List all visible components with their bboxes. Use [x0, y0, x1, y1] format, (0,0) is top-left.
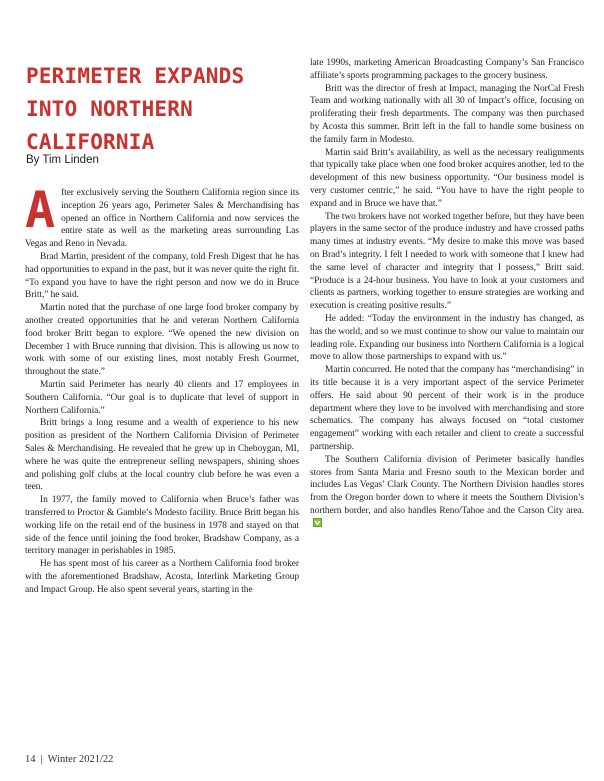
- article-column-right: [310, 57, 584, 530]
- article-column-left: [25, 181, 299, 597]
- article-paragraph: Martin concurred. He noted that the company has “merchandising” in its title because it is a very important aspect of the service Perimeter offers. He said about 90 percent of their work is in the produce department where they love to be involved with merchandising and store schematics. The company has always focused on “total customer engagement” working with each retailer and client to create a successful partnership.: [310, 365, 584, 452]
- byline: By Tim Linden: [26, 154, 99, 166]
- lead-paragraph-text: fter exclusively serving the Southern California region since its inception 26 years ago, Perimeter Sales & Merchandising has opened an office in Northern California and now services the entire state as well as the marketing areas surrounding Las Vegas and Reno in Nevada.: [25, 188, 299, 250]
- article-paragraph: The two brokers have not worked together before, but they have been players in the same sector of the produce industry and have crossed paths many times at industry events. “My desire to make this move was based on Brad’s integrity. I felt I needed to work with someone that I knew had the same level of character and integrity that I possess,” Britt said. “Produce is a 24-hour business. You have to look at your customers and clients as partners, working together to ensure strategies are working and execution is creating positive results.”: [310, 211, 584, 312]
- final-paragraph-text: The Southern California division of Perimeter basically handles stores from Santa Maria and Fresno south to the Mexican border and includes Las Vegas’ Clark County. The Northern Division handles stores from the Oregon border down to where it meets the Southern Division’s northern border, and also handles Reno/Tahoe and the Carson City area.: [310, 454, 584, 516]
- page-footer: [25, 754, 113, 765]
- article-paragraph: Martin noted that the purchase of one large food broker company by another created opportunities that he and veteran Northern California food broker Britt began to explore. “We opened the new division on December 1 with Bruce running that division. This is allowing us now to work with some of our existing lines, most notably Fresh Gourmet, throughout the state.”: [25, 303, 299, 378]
- end-of-article-icon: [313, 518, 322, 527]
- article-paragraph: He added: “Today the environment in the industry has changed, as has the world, and so we must continue to show our value to maintain our leading role. Expanding our business into Northern California is a logical move to allow those partnerships to expand with us.”: [310, 313, 584, 363]
- article-paragraph-final: [310, 454, 584, 531]
- article-paragraph-lead: [25, 181, 299, 251]
- footer-separator: |: [40, 754, 43, 765]
- issue-date: Winter 2021/22: [47, 754, 114, 765]
- article-paragraph-continued: late 1990s, marketing American Broadcasting Company’s San Francisco affiliate’s sports programming packages to the grocery business.: [310, 58, 584, 81]
- article-paragraph: Britt was the director of fresh at Impact, managing the NorCal Fresh Team and working nationally with all 30 of Impact’s office, focusing on proliferating their fresh departments. The company was then purchased by Acosta this summer. Britt left in the fall to handle some business on the family farm in Modesto.: [310, 83, 584, 145]
- article-paragraph: Britt brings a long resume and a wealth of experience to his new position as president of the Northern California Division of Perimeter Sales & Merchandising. He revealed that he grew up in Cheboygan, MI, where he was quite the entrepreneur selling newspapers, shining shoes and polishing golf clubs at the local country club before he was even a teen.: [25, 418, 299, 493]
- drop-cap: A: [25, 181, 56, 239]
- article-paragraph: Martin said Britt’s availability, as well as the necessary realignments that typically take place when one food broker acquires another, led to the development of this new business opportunity. “Our business model is very customer centric,” he said. “You have to have the right people to expand and in Bruce we have that.”: [310, 147, 584, 209]
- article-paragraph: He has spent most of his career as a Northern California food broker with the aforementioned Bradshaw, Acosta, Interlink Marketing Group and Impact Group. He also spent several years, starting in the: [25, 559, 299, 595]
- article-paragraph: Brad Martin, president of the company, told Fresh Digest that he has had opportunities to expand in the past, but it was never quite the right fit. “To expand you have to have the right person and now we do in Bruce Britt,” he said.: [25, 251, 299, 301]
- page-number: 14: [25, 754, 36, 765]
- article-paragraph: In 1977, the family moved to California when Bruce’s father was transferred to Proctor & Gamble’s Modesto facility. Bruce Britt began his working life on the retail end of the business in 1978 and stayed on that side of the fence until joining the food broker, Bradshaw Company, as a territory manager in perishables in 1985.: [25, 495, 299, 557]
- article-paragraph: Martin said Perimeter has nearly 40 clients and 17 employees in Southern California. “Our goal is to duplicate that level of support in Northern California.”: [25, 379, 299, 416]
- article-title: PERIMETER EXPANDS INTO NORTHERN CALIFORNIA: [26, 64, 245, 154]
